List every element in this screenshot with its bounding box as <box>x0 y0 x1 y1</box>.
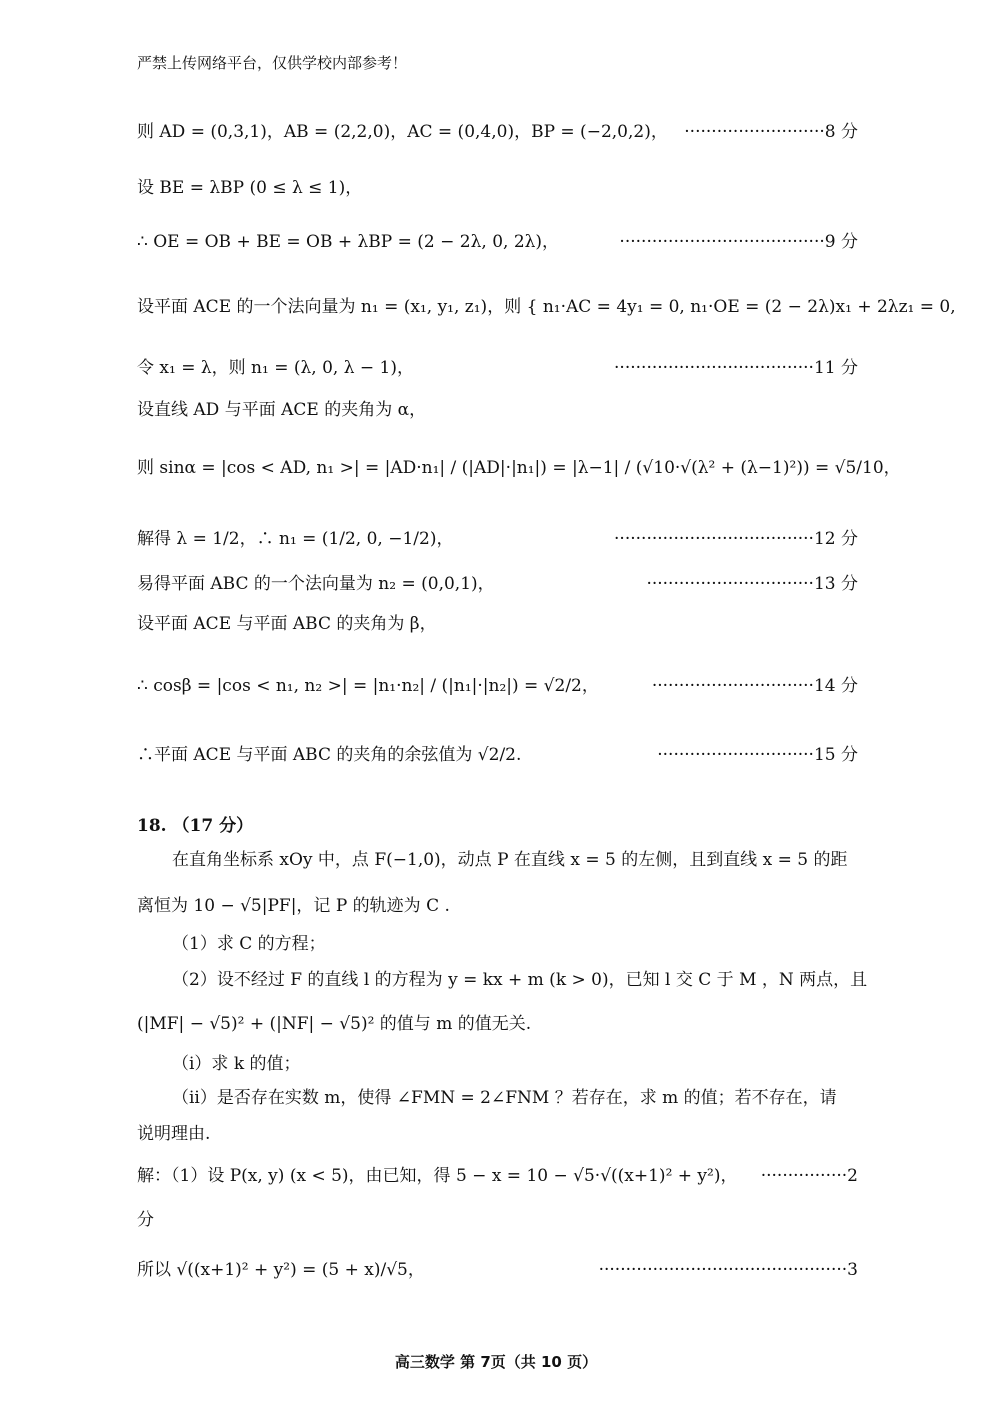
line-text: 说明理由. <box>137 1124 211 1144</box>
line-text: ∴ cosβ = |cos < n₁, n₂ >| = |n₁·n₂| / (|n₁|·|n₂|) = √2/2， <box>137 676 599 696</box>
line-text: （2）设不经过 F 的直线 l 的方程为 y = kx + m (k > 0)，已知 l 交 C 于 M ，N 两点，且 <box>172 970 868 990</box>
line-text: 分 <box>137 1210 154 1230</box>
line-points: ·····································12 分 <box>614 529 858 549</box>
line-17 <box>172 968 868 992</box>
line-24 <box>137 1258 858 1282</box>
page-footer: 高三数学 第 7页（共 10 页） <box>394 1353 598 1371</box>
line-points: ··············································3 <box>598 1260 858 1280</box>
line-text: (|MF| − √5)² + (|NF| − √5)² 的值与 m 的值无关. <box>137 1014 532 1034</box>
line-text: ∴平面 ACE 与平面 ABC 的夹角的余弦值为 √2/2. <box>137 745 522 765</box>
page-header-notice: 严禁上传网络平台，仅供学校内部参考！ <box>137 54 408 72</box>
line-5 <box>137 356 858 380</box>
line-7 <box>137 456 901 480</box>
line-6 <box>137 398 858 422</box>
line-10 <box>137 612 858 636</box>
line-text: 设 BE = λBP (0 ≤ λ ≤ 1)， <box>137 178 363 198</box>
line-18 <box>137 1012 858 1036</box>
line-20 <box>172 1086 858 1110</box>
line-2 <box>137 176 858 200</box>
line-text: 离恒为 10 − √5|PF|，记 P 的轨迹为 C . <box>137 896 450 916</box>
line-text: 则 sinα = |cos < AD, n₁ >| = |AD·n₁| / (|AD|·|n₁|) = |λ−1| / (√10·√(λ² + (λ−1)²)) = √5/10， <box>137 458 901 478</box>
line-text: 设直线 AD 与平面 ACE 的夹角为 α， <box>137 400 427 420</box>
line-points: ·······························13 分 <box>646 574 858 594</box>
line-points: ··························8 分 <box>684 122 858 142</box>
line-text: 易得平面 ABC 的一个法向量为 n₂ = (0,0,1)， <box>137 574 495 594</box>
line-points: ·····························15 分 <box>657 745 858 765</box>
line-text: 解得 λ = 1/2，∴ n₁ = (1/2, 0, −1/2)， <box>137 529 454 549</box>
line-text: 令 x₁ = λ，则 n₁ = (λ, 0, λ − 1)， <box>137 358 414 378</box>
line-text: 在直角坐标系 xOy 中，点 F(−1,0)，动点 P 在直线 x = 5 的左侧，且到直线 x = 5 的距 <box>172 850 848 870</box>
line-text: 设平面 ACE 的一个法向量为 n₁ = (x₁, y₁, z₁)，则 { n₁·AC = 4y₁ = 0, n₁·OE = (2 − 2λ)x₁ + 2λz₁ = 0, <box>137 297 956 317</box>
line-23 <box>137 1208 858 1232</box>
line-22 <box>137 1164 858 1188</box>
line-text: （i）求 k 的值； <box>172 1054 301 1074</box>
line-text: （1）求 C 的方程； <box>172 934 326 954</box>
line-14 <box>172 848 858 872</box>
line-points: ······························14 分 <box>651 676 858 696</box>
line-text: 18. （17 分） <box>137 816 254 836</box>
line-text: 设平面 ACE 与平面 ABC 的夹角为 β， <box>137 614 437 634</box>
line-9 <box>137 572 858 596</box>
line-12 <box>137 743 858 767</box>
question-18-title <box>137 814 858 838</box>
line-text: 解：（1）设 P(x, y) (x < 5)，由已知，得 5 − x = 10 − √5·√((x+1)² + y²)， <box>137 1166 738 1186</box>
line-3 <box>137 230 858 254</box>
line-16 <box>172 932 858 956</box>
line-text: 则 AD = (0,3,1)，AB = (2,2,0)，AC = (0,4,0)，BP = (−2,0,2)， <box>137 122 668 142</box>
line-11 <box>137 674 858 698</box>
line-points: ·····································11 分 <box>614 358 858 378</box>
line-15 <box>137 894 858 918</box>
line-4 <box>137 295 956 319</box>
line-21 <box>137 1122 858 1146</box>
line-points: ······································9 分 <box>619 232 858 252</box>
line-points: ················2 <box>760 1166 858 1186</box>
line-19 <box>172 1052 858 1076</box>
line-text: （ii）是否存在实数 m，使得 ∠FMN = 2∠FNM ？若存在，求 m 的值；若不存在，请 <box>172 1088 837 1108</box>
line-1 <box>137 120 858 144</box>
line-text: 所以 √((x+1)² + y²) = (5 + x)/√5， <box>137 1260 425 1280</box>
line-8 <box>137 527 858 551</box>
line-text: ∴ OE = OB + BE = OB + λBP = (2 − 2λ, 0, 2λ)， <box>137 232 560 252</box>
